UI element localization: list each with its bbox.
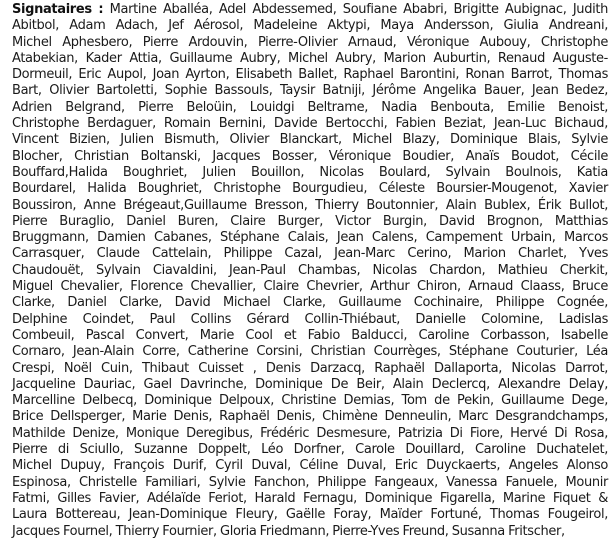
text-line: Laura Bottereau, Jean-Dominique Fleury, Gaëlle Foray, Maïder Fortuné, Thomas Fougeirol, xyxy=(12,507,608,523)
text-line: Miguel Chevalier, Florence Chevallier, Claire Chevrier, Arthur Chiron, Arnaud Claass, Bruce xyxy=(12,279,608,295)
signatories-label: Signataires : xyxy=(12,2,104,17)
text-line: Bouffard,Halida Boughriet, Julien Bouillon, Nicolas Boulard, Sylvain Boulnois, Katia xyxy=(12,164,608,180)
text-line: Blocher, Christian Boltanski, Jacques Bosser, Véronique Boudier, Anaïs Boudot, Cécile xyxy=(12,148,608,164)
text-line: Espinosa, Christelle Familiari, Sylvie Fanchon, Philippe Fangeaux, Vanessa Fanuele, Mounir xyxy=(12,474,608,490)
text-line: Vincent Bizien, Julien Bismuth, Olivier Blanckart, Michel Blazy, Dominique Blais, Sylvie xyxy=(12,132,608,148)
text-line: Bourdarel, Halida Boughriet, Christophe Bourgudieu, Céleste Boursier-Mougenot, Xavier xyxy=(12,181,608,197)
text-line: Michel Dupuy, François Durif, Cyril Duval, Céline Duval, Eric Duyckaerts, Angeles Alonso xyxy=(12,458,608,474)
text-line: Carrasquer, Claude Cattelain, Philippe Cazal, Jean-Marc Cerino, Marion Charlet, Yves xyxy=(12,246,608,262)
text-line: Atabekian, Kader Attia, Guillaume Aubry, Michel Aubry, Marion Auburtin, Renaud Auguste- xyxy=(12,50,608,66)
text-line xyxy=(12,2,608,18)
text-line: Jacqueline Dauriac, Gael Davrinche, Dominique De Beir, Alain Declercq, Alexandre Delay, xyxy=(12,376,608,392)
text-line: Jacques Fournel, Thierry Fournier, Gloria Friedmann, Pierre-Yves Freund, Susanna Fritscher, xyxy=(12,523,565,539)
text-line: Pierre Buraglio, Daniel Buren, Claire Burger, Victor Burgin, David Brognon, Matthias xyxy=(12,213,608,229)
text-line: Boussiron, Anne Brégeaut,Guillaume Bresson, Thierry Boutonnier, Alain Bublex, Érik Bullot, xyxy=(12,197,608,213)
text-line: Marcelline Delbecq, Dominique Delpoux, Christine Demias, Tom de Pekin, Guillaume Dege, xyxy=(12,393,608,409)
text-line: Delphine Coindet, Paul Collins Gérard Collin-Thiébaut, Danielle Colomine, Ladislas xyxy=(12,311,608,327)
text-line: Clarke, Daniel Clarke, David Michael Clarke, Guillaume Cochinaire, Philippe Cognée, xyxy=(12,295,608,311)
signatories-paragraph xyxy=(12,2,608,539)
text-line: Dormeuil, Eric Aupol, Joan Ayrton, Elisabeth Ballet, Raphael Barontini, Ronan Barrot, Thomas xyxy=(12,67,608,83)
text-line: Chaudouët, Sylvain Ciavaldini, Jean-Paul Chambas, Nicolas Chardon, Mathieu Cherkit, xyxy=(12,262,608,278)
text-line: Crespi, Noël Cuin, Thibaut Cuisset , Denis Darzacq, Raphaël Dallaporta, Nicolas Darrot, xyxy=(12,360,608,376)
text-line: Cornaro, Jean-Alain Corre, Catherine Corsini, Christian Courrèges, Stéphane Couturier, Léa xyxy=(12,344,608,360)
text-line: Abitbol, Adam Adach, Jef Aérosol, Madeleine Aktypi, Maya Andersson, Giulia Andreani, xyxy=(12,18,608,34)
text-line: Christophe Berdaguer, Romain Bernini, Davide Bertocchi, Fabien Beziat, Jean-Luc Bichaud, xyxy=(12,116,608,132)
text-line: Brice Dellsperger, Marie Denis, Raphaël Denis, Chimène Denneulin, Marc Desgrandchamps, xyxy=(12,409,608,425)
text-line: Michel Aphesbero, Pierre Ardouvin, Pierre-Olivier Arnaud, Véronique Aubouy, Christophe xyxy=(12,34,608,50)
text-line: Adrien Belgrand, Pierre Beloüin, Louidgi Beltrame, Nadia Benbouta, Emilie Benoist, xyxy=(12,99,608,115)
text-line: Pierre di Sciullo, Suzanne Doppelt, Léo Dorfner, Carole Douillard, Caroline Duchatelet, xyxy=(12,442,608,458)
text-line-content: Martine Aballéa, Adel Abdessemed, Soufiane Ababri, Brigitte Aubignac, Judith xyxy=(109,2,608,17)
text-line: Fatmi, Gilles Favier, Adélaïde Feriot, Harald Fernagu, Dominique Figarella, Marine Fiquet & xyxy=(12,490,608,506)
text-line: Bart, Olivier Bartoletti, Sophie Bassouls, Taysir Batniji, Jérôme Angelika Bauer, Jean Bedez, xyxy=(12,83,608,99)
text-line: Combeuil, Pascal Convert, Marie Cool et Fabio Balducci, Caroline Corbasson, Isabelle xyxy=(12,327,608,343)
text-line: Mathilde Denize, Monique Deregibus, Frédéric Desmesure, Patrizia Di Fiore, Hervé Di Rosa, xyxy=(12,425,608,441)
text-line: Bruggmann, Damien Cabanes, Stéphane Calais, Jean Calens, Campement Urbain, Marcos xyxy=(12,230,608,246)
